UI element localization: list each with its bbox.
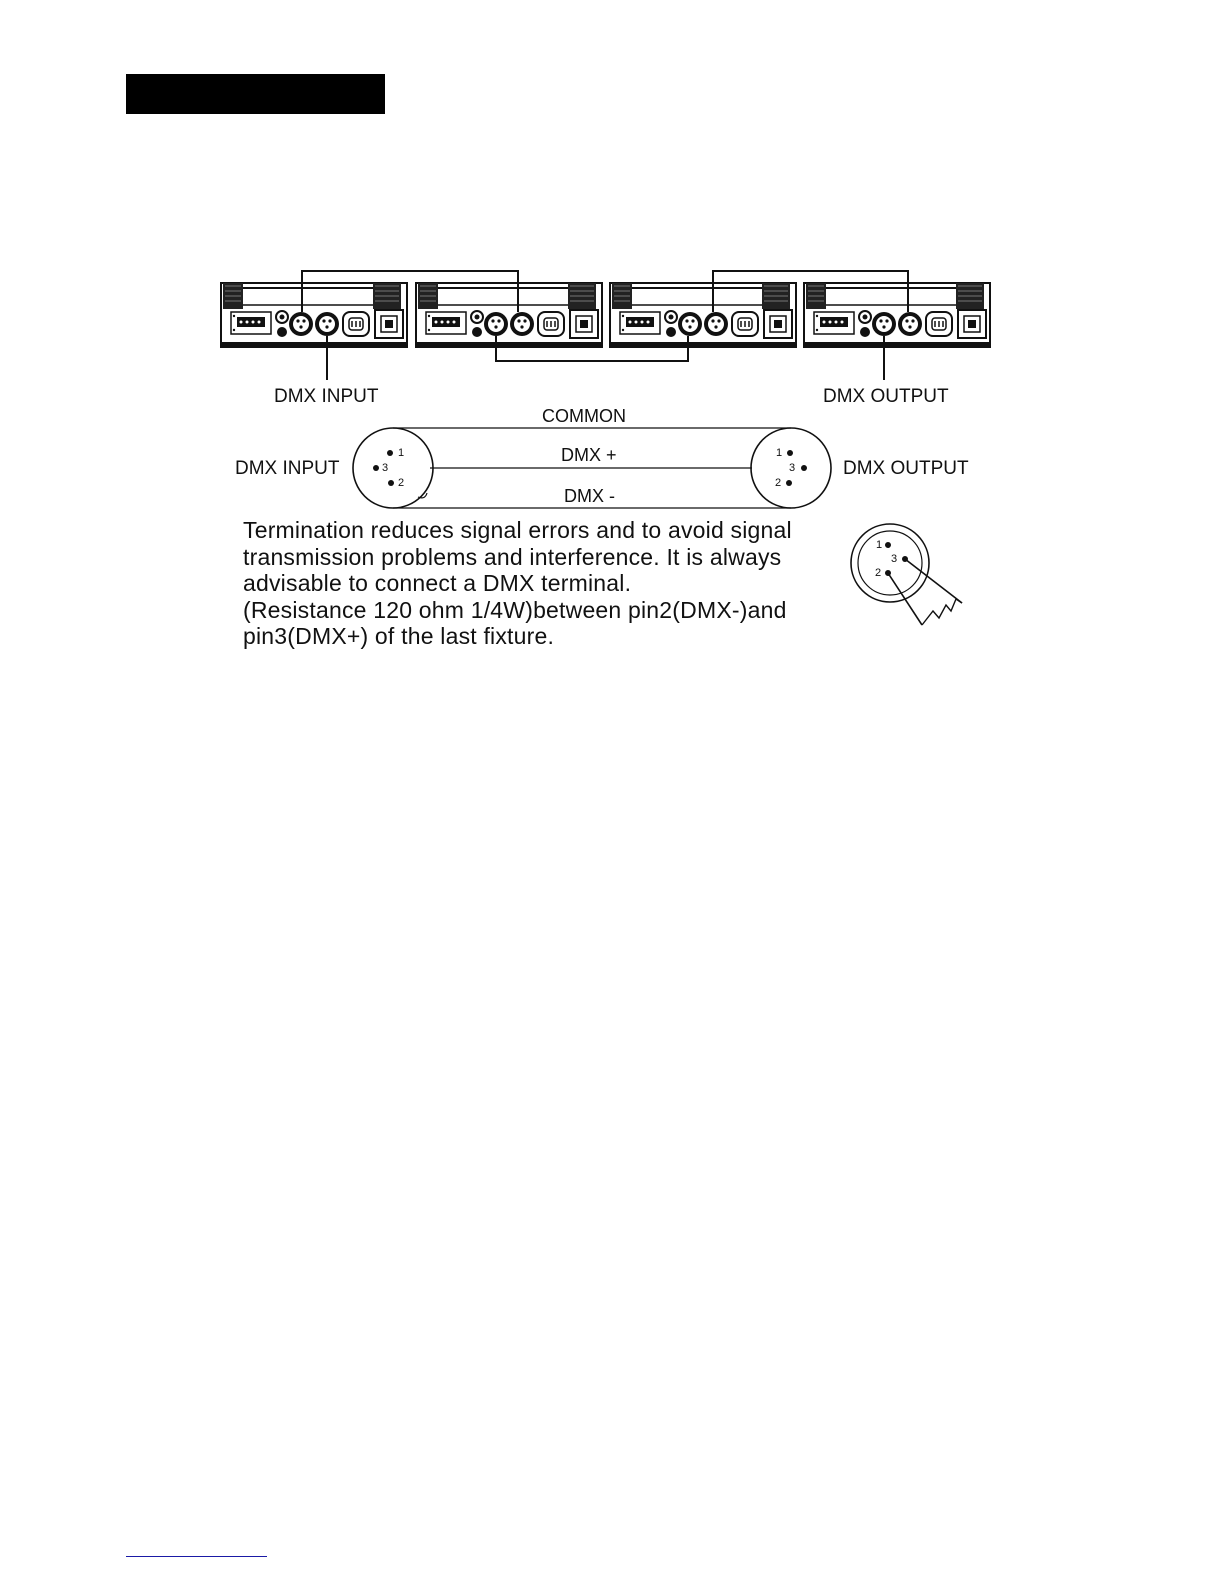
chain-dmx-input-label: DMX INPUT	[274, 386, 379, 407]
output-pin-2-label: 2	[775, 477, 782, 489]
note-line-5: pin3(DMX+) of the last fixture.	[243, 623, 555, 649]
common-label: COMMON	[542, 406, 626, 426]
output-pin-1-label: 1	[776, 447, 783, 459]
input-pin-2-label: 2	[398, 477, 405, 489]
note-line-3: advisable to connect a DMX terminal.	[243, 570, 632, 596]
input-pin-1-label: 1	[398, 447, 405, 459]
fixture-3	[610, 283, 796, 347]
output-pin-3-label: 3	[789, 462, 796, 474]
terminator-plug	[851, 524, 962, 625]
terminator-pin-1-label: 1	[876, 539, 883, 551]
note-line-2: transmission problems and interference. It is always	[243, 543, 782, 570]
dmx-minus-label: DMX -	[564, 486, 615, 506]
terminator-pin-2-label: 2	[875, 567, 882, 579]
fixture-4	[804, 283, 990, 347]
input-pin-3-label: 3	[382, 462, 389, 474]
dmx-plus-label: DMX +	[561, 445, 617, 465]
note-line-1: Termination reduces signal errors and to avoid signal	[243, 517, 792, 543]
cable-dmx-input-label: DMX INPUT	[235, 458, 340, 479]
fixture-2	[416, 283, 602, 347]
chain-dmx-output-label: DMX OUTPUT	[823, 386, 949, 407]
note-line-4: (Resistance 120 ohm 1/4W)between pin2(DMX-)and	[243, 596, 787, 623]
fixture-1	[221, 283, 407, 347]
termination-note	[243, 517, 853, 650]
footer-rule	[126, 1556, 267, 1557]
cable-dmx-output-label: DMX OUTPUT	[843, 458, 969, 479]
terminator-pin-3-label: 3	[891, 553, 898, 565]
